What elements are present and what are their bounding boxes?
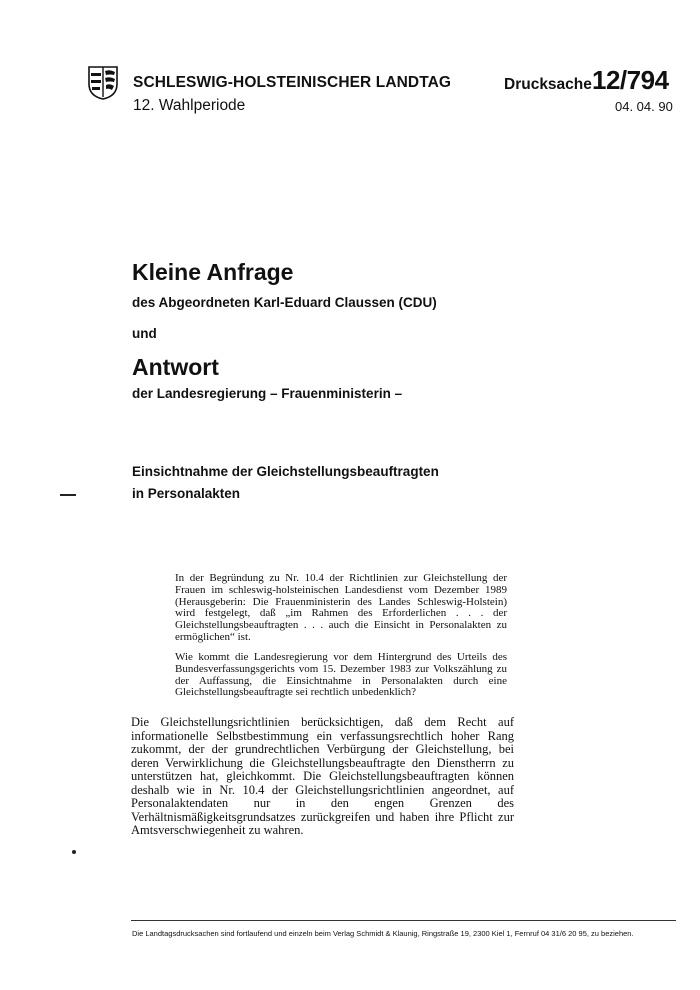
footer-note: Die Landtagsdrucksachen sind fortlaufend und einzeln beim Verlag Schmidt & Klaunig, Ringstraße 19, 2300 Kiel 1, Fernruf 04 31/6 20 95, zu beziehen. — [132, 929, 634, 938]
question-paragraph-1: In der Begründung zu Nr. 10.4 der Richtlinien zur Gleichstellung der Frauen im schleswig-holsteinischen Landesdienst vom Dezember 1989 (Herausgeberin: Die Frauenministerin des Landes Schleswig-Holstein) wird festgelegt, daß „im Rahmen des Erforderlichen . . . der Gleichstellungsbeauftragten . . . auch die Einsicht in Personalakten zu ermöglichen“ ist. — [175, 572, 507, 643]
footer-rule — [131, 920, 676, 921]
subject-heading: Einsichtnahme der Gleichstellungsbeauftragten in Personalakten — [132, 464, 439, 501]
respondent-line: der Landesregierung – Frauenministerin – — [132, 386, 403, 401]
document-date: 04. 04. 90 — [615, 99, 673, 114]
parliament-name: SCHLESWIG-HOLSTEINISCHER LANDTAG — [133, 74, 452, 91]
heading-kleine-anfrage: Kleine Anfrage — [132, 259, 294, 285]
margin-dash — [60, 494, 76, 496]
legislative-period: 12. Wahlperiode — [133, 97, 246, 114]
heading-antwort: Antwort — [132, 354, 219, 380]
answer-paragraph: Die Gleichstellungsrichtlinien berücksichtigen, daß dem Recht auf informationelle Selbstbestimmung ein verfassungsrechtlich hoher Rang zukommt, der der grundrechtlichen Verbürgung der Gleichstellung, bei deren Verwirklichung die Gleichstellungsbeauftragte den Dienstherrn zu unterstützen hat, gleichkommt. Die Gleichstellungsbeauftragten können deshalb wie in Nr. 10.4 der Gleichstellungsrichtlinien angeordnet, auf Personalaktendaten nur in den engen Grenzen des Verhältnismäßigkeitsgrundsatzes zurückgreifen und haben ihre Pflicht zur Amtsverschwiegenheit zu wahren. — [131, 715, 514, 837]
und-line: und — [132, 326, 157, 341]
question-paragraph-2: Wie kommt die Landesregierung vor dem Hintergrund des Urteils des Bundesverfassungsgerichts vom 15. Dezember 1983 zur Volkszählung zu der Auffassung, die Einsichtnahme in Personalakten durch eine Gleichstellungsbeauftragte sei rechtlich unbedenklich? — [175, 651, 507, 699]
drucksache-label: Drucksache — [504, 76, 592, 93]
coat-of-arms-icon — [88, 66, 118, 100]
margin-dot — [72, 850, 76, 854]
author-line: des Abgeordneten Karl-Eduard Claussen (CDU) — [132, 295, 437, 310]
drucksache-number: 12/794 — [592, 65, 669, 95]
